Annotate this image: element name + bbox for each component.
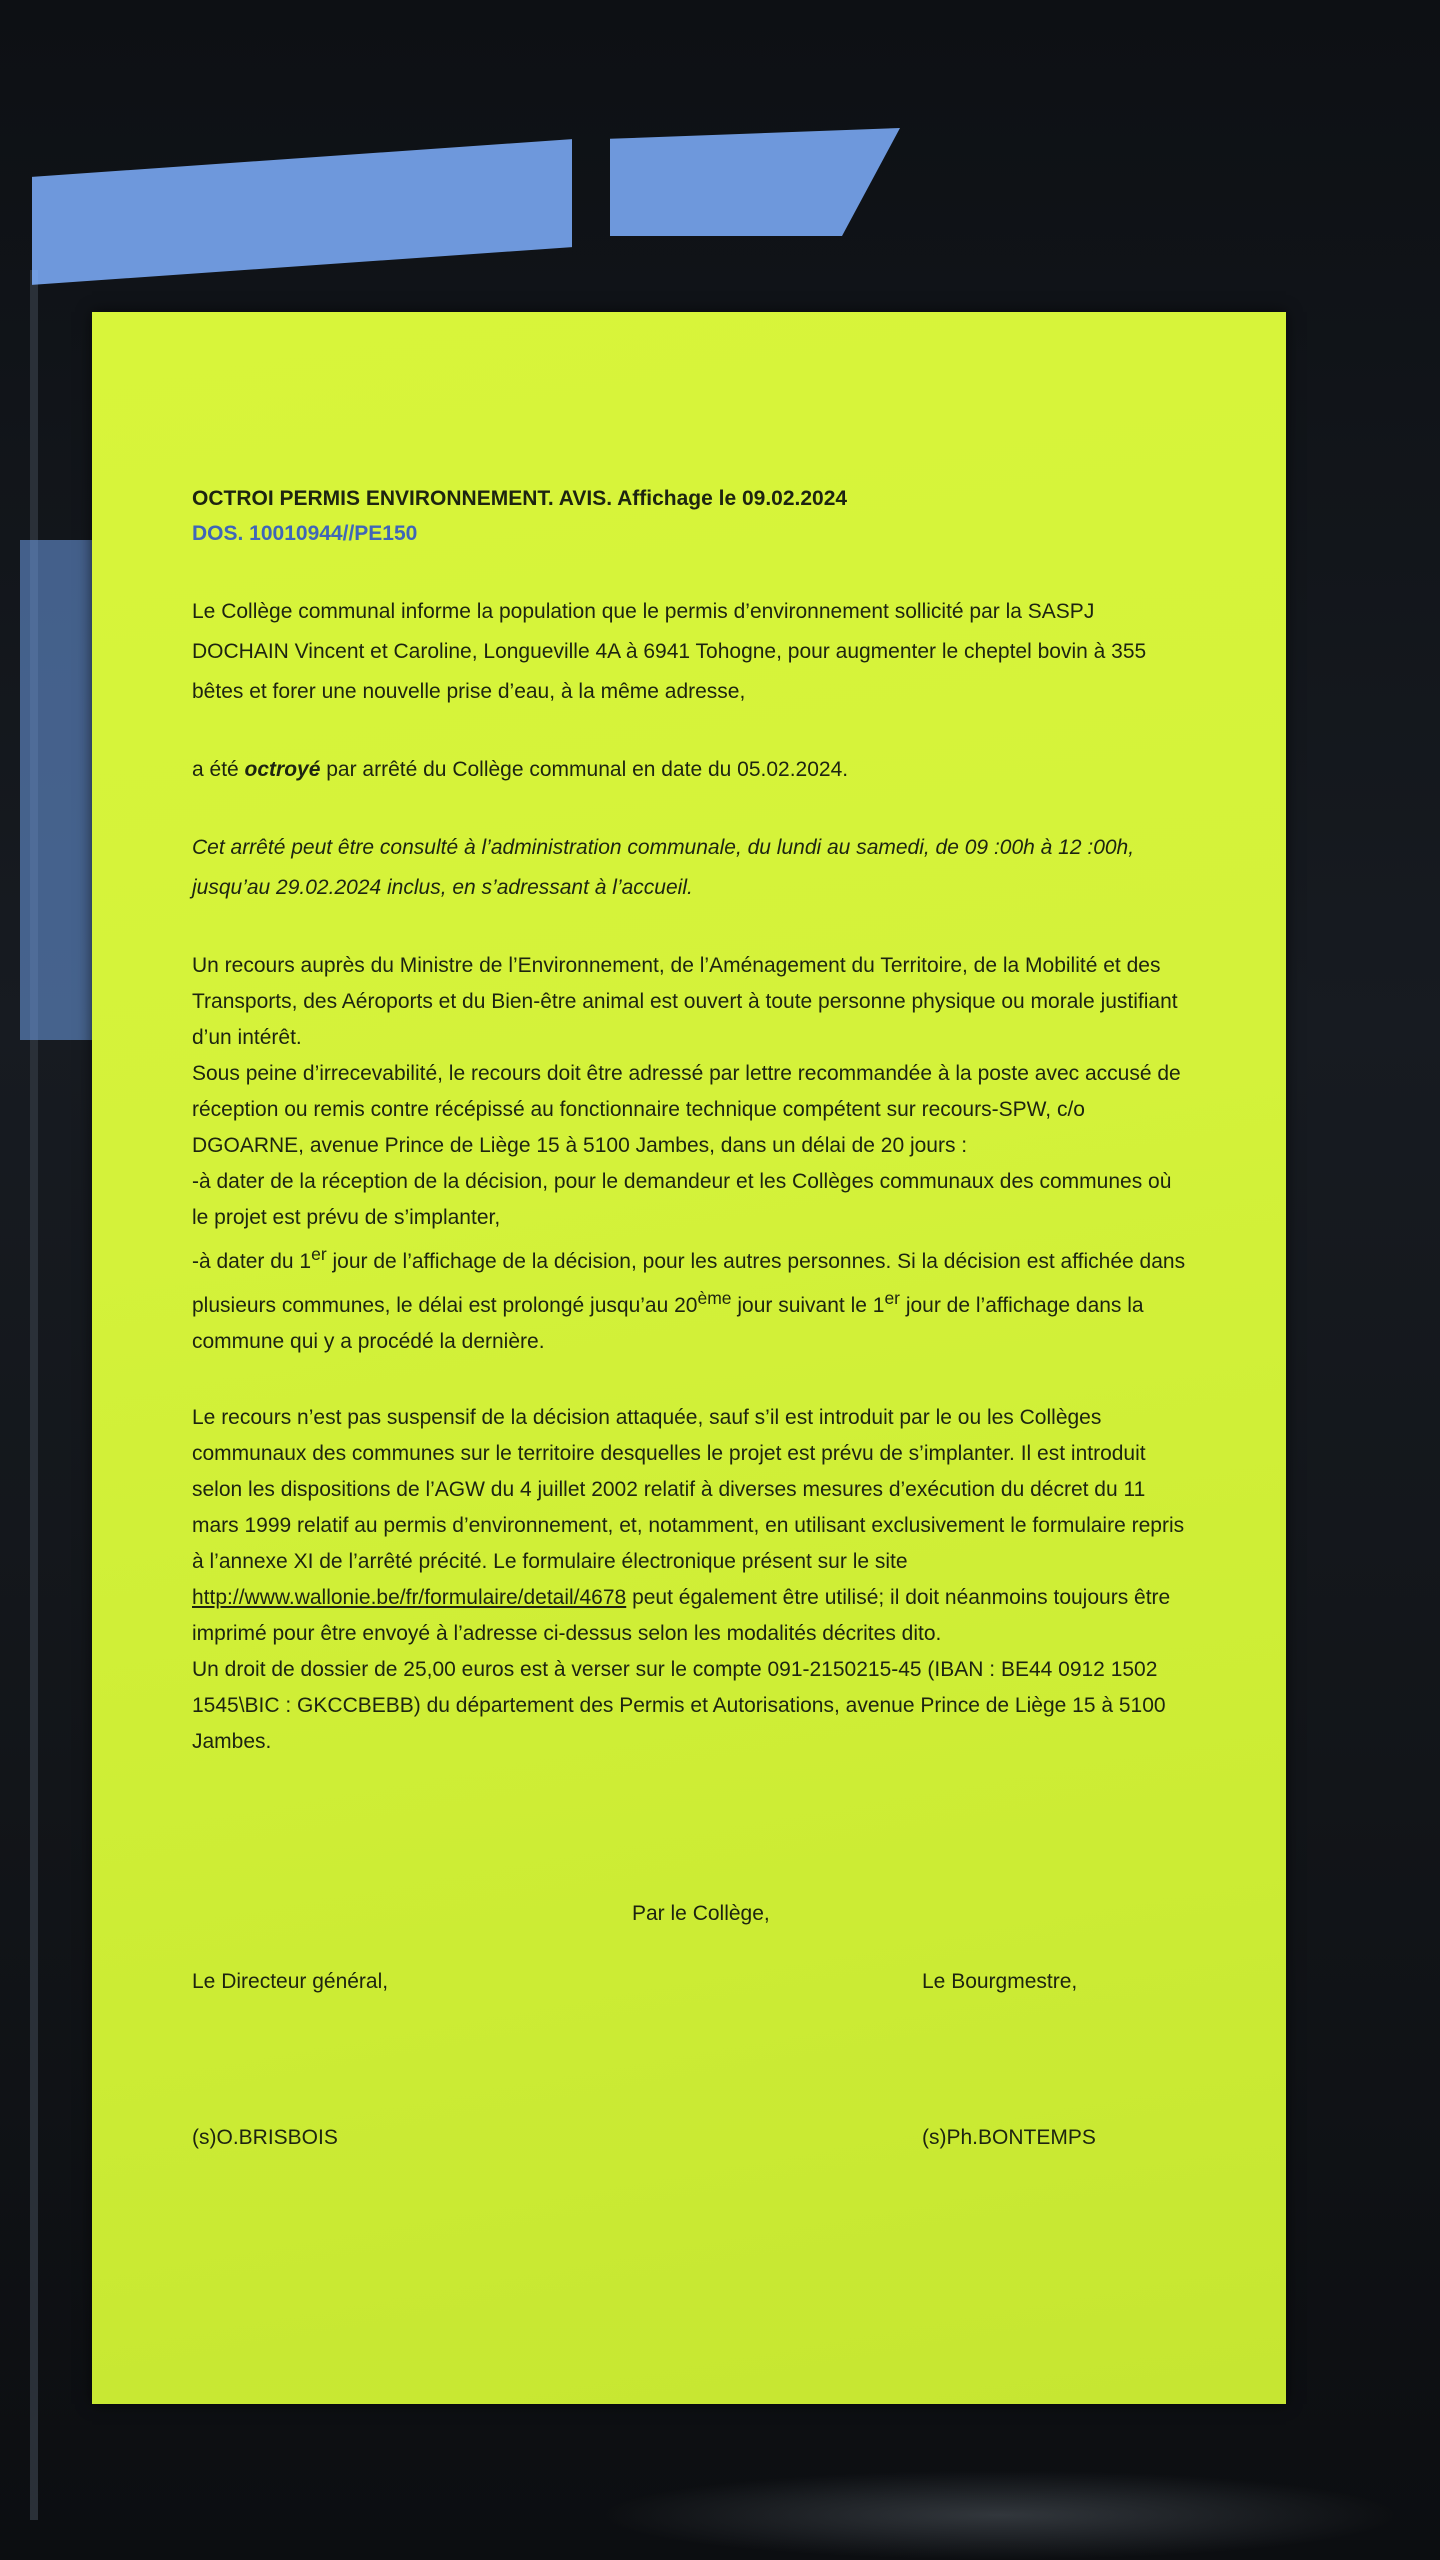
recours-4-part-c: jour suivant le 1 xyxy=(731,1294,885,1317)
decision-suffix: par arrêté du Collège communal en date du 05.02.2024. xyxy=(320,758,849,781)
bourgmestre-title: Le Bourgmestre, xyxy=(922,1970,1078,1993)
bourgmestre-name: (s)Ph.BONTEMPS xyxy=(922,2126,1096,2149)
formulaire-link[interactable]: http://www.wallonie.be/fr/formulaire/detail/4678 xyxy=(192,1586,627,1609)
suspensif-part-a: Le recours n’est pas suspensif de la décision attaquée, sauf s’il est introduit par le ou les Collèges communaux des communes sur le territoire desquelles le projet est prévu de s’implanter. Il est introduit selon les dispositions de l’AGW du 4 juillet 2002 relatif à diverses mesures d’exécution du décret du 11 mars 1999 relatif au permis d’environnement, et, notamment, en utilisant exclusivement le formulaire repris à l’annexe XI de l’arrêté précité. Le formulaire électronique présent sur le site xyxy=(192,1406,1185,1573)
suspensif-paragraph xyxy=(192,1400,1192,1652)
dossier-number: DOS. 10010944//PE150 xyxy=(192,522,418,545)
light-reflection-side xyxy=(20,540,100,1040)
par-le-college: Par le Collège, xyxy=(632,1902,770,1925)
directeur-title: Le Directeur général, xyxy=(192,1970,389,1993)
intro-paragraph: Le Collège communal informe la population que le permis d’environnement sollicité par la SASPJ DOCHAIN Vincent et Caroline, Longueville 4A à 6941 Tohogne, pour augmenter le cheptel bovin à 355 bêtes et forer une nouvelle prise d’eau, à la même adresse, xyxy=(192,600,1147,703)
consultation-paragraph: Cet arrêté peut être consulté à l’administration communale, du lundi au samedi, de 09 :00h à 12 :00h, jusqu’au 29.02.2024 inclus, en s’adressant à l’accueil. xyxy=(192,836,1135,899)
superscript-eme: ème xyxy=(697,1288,732,1308)
recours-4-part-a: -à dater du 1 xyxy=(192,1250,312,1273)
superscript-er-1: er xyxy=(311,1244,327,1264)
recours-paragraph-2: Sous peine d’irrecevabilité, le recours doit être adressé par lettre recommandée à la poste avec accusé de réception ou remis contre récépissé au fonctionnaire technique compétent sur recours-SPW, c/o DGOARNE, avenue Prince de Liège 15 à 5100 Jambes, dans un délai de 20 jours : xyxy=(192,1062,1181,1157)
decision-paragraph xyxy=(192,752,1192,788)
light-reflection-right xyxy=(610,128,900,236)
decision-prefix: a été xyxy=(192,758,245,781)
suspensif-part-b: peut également être utilisé; il doit néanmoins toujours être imprimé pour être envoyé à l’adresse ci-dessus selon les modalités décrites dito. xyxy=(192,1586,1171,1645)
directeur-name: (s)O.BRISBOIS xyxy=(192,2126,338,2149)
superscript-er-2: er xyxy=(884,1288,900,1308)
notice-sheet xyxy=(92,312,1286,2404)
recours-4-part-b: jour de l’affichage de la décision, pour les autres personnes. Si la décision est affichée dans plusieurs communes, le délai est prolongé jusqu’au 20 xyxy=(192,1250,1186,1317)
recours-paragraph-3: -à dater de la réception de la décision, pour le demandeur et les Collèges communaux des communes où le projet est prévu de s’implanter, xyxy=(192,1170,1172,1229)
notice-header: OCTROI PERMIS ENVIRONNEMENT. AVIS. Affichage le 09.02.2024 xyxy=(192,487,848,510)
recours-4-part-d: jour de l’affichage dans la commune qui y a procédé la dernière. xyxy=(192,1294,1144,1353)
bottom-glare xyxy=(600,2470,1400,2560)
droit-paragraph: Un droit de dossier de 25,00 euros est à verser sur le compte 091-2150215-45 (IBAN : BE44 0912 1502 1545\BIC : GKCCBEBB) du département des Permis et Autorisations, avenue Prince de Liège 15 à 5100 Jambes. xyxy=(192,1658,1166,1753)
recours-paragraph-4 xyxy=(192,1236,1192,1360)
light-reflection-left xyxy=(32,139,572,285)
decision-emphasis: octroyé xyxy=(244,758,321,781)
recours-paragraph-1: Un recours auprès du Ministre de l’Environnement, de l’Aménagement du Territoire, de la Mobilité et des Transports, des Aéroports et du Bien-être animal est ouvert à toute personne physique ou morale justifiant d’un intérêt. xyxy=(192,954,1178,1049)
notice-body xyxy=(192,482,1192,1760)
